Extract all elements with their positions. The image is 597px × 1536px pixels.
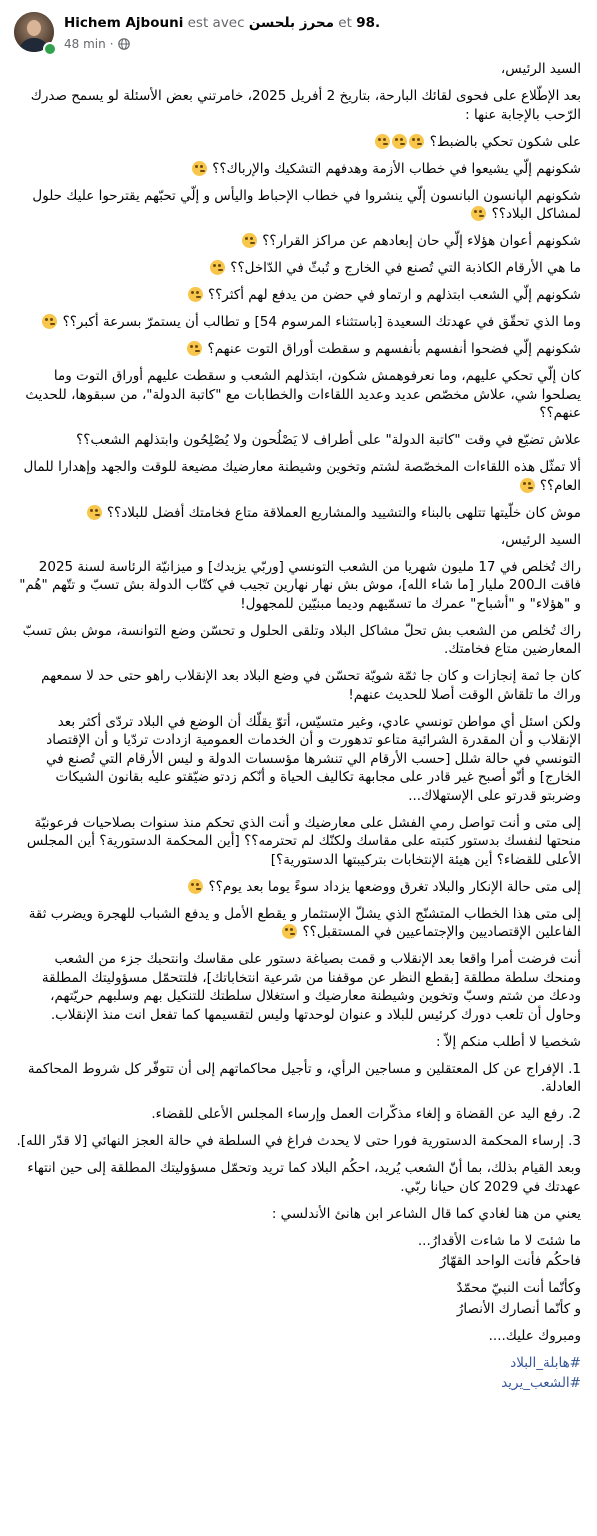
poem-stanza-2 xyxy=(14,1279,581,1318)
paragraph-21 xyxy=(14,878,581,897)
paragraph-24: شخصيا لا أطلب منكم إلاّ : xyxy=(435,1033,581,1050)
poem-stanza-1 xyxy=(14,1232,581,1271)
post-title-line xyxy=(64,14,380,32)
question-5 xyxy=(14,259,581,278)
thinking-face-icon xyxy=(210,260,225,275)
thinking-face-icon xyxy=(409,134,424,149)
hashtag-row-2 xyxy=(14,1374,581,1393)
demand-3: 3. إرساء المحكمة الدستورية فورا حتى لا يحدث فراغ في السلطة في حالة العجز النهائي [لا قدّر الله]. xyxy=(16,1133,581,1149)
paragraph-14-text: موش كان خلّيتها تتلهى بالبناء والتشييد والمشاريع العملاقة متاع فخامتك أفضل للبلاد؟؟ xyxy=(106,504,581,521)
demand-2: 2. رفع اليد عن القضاة و إلغاء مذكّرات العمل وإرساء المجلس الأعلى للقضاء. xyxy=(151,1106,581,1122)
paragraph-13 xyxy=(14,458,581,495)
question-3 xyxy=(14,187,581,224)
paragraph-17: راك تُخلص من الشعب بش تحلّ مشاكل البلاد وتلقى الحلول و تحسّن وضع التوانسة، موش بش تسبّ المعارضين متاع فخامتك. xyxy=(22,622,581,657)
author-name[interactable]: Hichem Ajbouni xyxy=(64,15,184,31)
question-1 xyxy=(14,133,581,152)
poem-line: وكأنّما أنت النبيّ محمّدٌ xyxy=(456,1280,581,1296)
thinking-face-icon xyxy=(188,287,203,302)
thinking-face-icon xyxy=(187,341,202,356)
others-count[interactable]: 98 xyxy=(356,15,375,31)
with-text: est avec xyxy=(187,15,245,31)
and-text: et xyxy=(338,15,352,31)
thinking-face-icon xyxy=(188,879,203,894)
question-4-text: شكونهم أعوان هؤلاء إلّي حان إبعادهم عن مراكز القرار؟؟ xyxy=(262,233,581,249)
paragraph-14 xyxy=(14,504,581,523)
paragraph-29: يعني من هنا لغادي كما قال الشاعر ابن هانئ الأندلسي : xyxy=(271,1205,581,1222)
paragraph-19: ولكن اسئل أي مواطن تونسي عادي، وغير متسيّس، أتوّ يقلّك أن الوضع في البلاد تردّى أكثر بعد الإنقلاب و أن المقدرة الشرائية متاعو تدهورت و أن الخدمات العمومية ازدادت تردّيا و أن الإقتصاد التونسي في حالة شلل [حسب الأرقام الي تنشرها مؤسسات الدولة و ليس الأرقام التي تُصنع في الخارج] و أنّو أصبح غير قادر على مجابهة تكاليف الحياة و أنّكم زدتو ضيّقتو عليه بقانون الشيكات وضربتو قدرتو على الإستهلاك... xyxy=(46,713,581,804)
avatar-face xyxy=(27,20,41,36)
question-4 xyxy=(14,232,581,251)
question-1-text: على شكون تحكي بالضبط؟ xyxy=(429,133,581,150)
thinking-face-icon xyxy=(192,161,207,176)
paragraph-22 xyxy=(14,905,581,942)
paragraph-20: إلى متى و أنت تواصل رمي الفشل على معارضيك و أنت الذي تحكم منذ سنوات بصلاحيات فرعونيّة منحتها لنفسك بدستور كتبته على مقاسك ولكنّك لم تحترمه؟؟ [أين المحكمة الدستورية؟ أين المجلس الأعلى للقضاء؟ أين هيئة الإنتخابات بتركيبتها الدستورية؟] xyxy=(26,814,581,868)
thinking-face-icon xyxy=(471,206,486,221)
online-status-dot xyxy=(43,42,57,56)
paragraph-28: وبعد القيام بذلك، بما أنّ الشعب يُريد، احكُم البلاد كما تريد وتحمّل مسؤوليتك المطلقة إلى حين انتهاء عهدتك في 2029 كان حيانا ربّي. xyxy=(27,1160,581,1195)
poem-line: ما شئتَ لا ما شاءت الأقدارُ... xyxy=(417,1232,581,1249)
poem-line: فاحكُم فأنت الواحد القهّارُ xyxy=(439,1253,581,1269)
hashtag-row-1 xyxy=(14,1354,581,1373)
poem-line: و كأنّما أنصارك الأنصارُ xyxy=(456,1300,581,1317)
tagged-person[interactable]: محرز بلحسن xyxy=(248,15,334,31)
question-8 xyxy=(14,340,581,359)
hashtag-link[interactable]: #هابلة_البلاد xyxy=(510,1354,581,1371)
greeting-2: السيد الرئيس، xyxy=(500,531,581,548)
paragraph-12: علاش تضيّع في وقت "كاتبة الدولة" على أطراف لا يَصْلُحون ولا يُصْلِحُون وابتذلهم الشعب؟؟ xyxy=(76,432,581,448)
thinking-face-icon xyxy=(392,134,407,149)
hashtag-link[interactable]: #الشعب_يريد xyxy=(501,1375,581,1391)
thinking-face-icon xyxy=(520,478,535,493)
demand-1: 1. الإفراج عن كل المعتقلين و مساجين الرأي، و تأجيل محاكماتهم إلى أن تتوفّر كل شروط المحاكمة العادلة. xyxy=(27,1060,581,1095)
paragraph-13-text: ألا تمثّل هذه اللقاءات المخصّصة لشتم وتخوين وشيطنة معارضيك مضيعة للوقت والجهد وإهدارا للمال العام؟؟ xyxy=(23,459,581,494)
question-6-text: شكونهم إلّي الشعب ابتذلهم و ارتماو في حضن من يدفع لهم أكثر؟؟ xyxy=(207,287,581,303)
paragraph-intro: بعد الإطّلاع على فحوى لقائك البارحة، بتاريخ 2 أفريل 2025، خامرتني بعض الأسئلة لو يسمح صدرك الرّحب بالإجابة عنها : xyxy=(30,88,581,123)
greeting: السيد الرئيس، xyxy=(500,61,581,77)
thinking-face-icon xyxy=(242,233,257,248)
paragraph-23: أنت فرضت أمرا واقعا بعد الإنقلاب و قمت بصياغة دستور على مقاسك وانتحبك جزء من الشعب ومنحك سلطة مطلقة [بقطع النظر عن موقفنا من شرعية انتخاباتك]، فلتتحمّل مسؤوليتك المطلقة ودعك من شتم وسبّ وتخوين وشيطنة معارضيك و استغلال سلطتك للتنكيل بهم وسلبهم حريّتهم، وحاول أن تلعب دورك كرئيس للبلاد و عنوان لوحدتها وليس لتقسيمها كما تفعل انت منذ الإنقلاب. xyxy=(41,951,581,1023)
thinking-face-icon xyxy=(42,314,57,329)
post-body xyxy=(0,60,597,1393)
paragraph-16: راك تُخلص في 17 مليون شهريا من الشعب التونسي [وربّي يزيدك] و ميزانيّة الرئاسة لسنة 2025 فاقت الـ200 مليار [ما شاء الله]، موش بش نهار نهارين تجيب في كتّاب الدولة بش تسبّ و تتّهم "هُم" و "هؤلاء" و "أشباح" عمرك ما تسمّيهم وديما مبنيّين للمجهول! xyxy=(19,558,581,612)
paragraph-18: كان جا ثمة إنجازات و كان جا ثمّة شويّة تحسّن في وضع البلاد بعد الإنقلاب راهو حتى حد لا سمعهم وراك ما تلقاش الوقت أصلا للحديث عنهم! xyxy=(41,668,581,703)
thinking-face-icon xyxy=(375,134,390,149)
question-5-text: ما هي الأرقام الكاذبة التي تُصنع في الخارج و تُبثّ في الدّاخل؟؟ xyxy=(230,260,581,276)
post-header xyxy=(0,0,597,64)
paragraph-22-text: إلى متى هذا الخطاب المتشنّج الذي يشلّ الإستثمار و يقطع الأمل و يدفع الشباب للهجرة ويضرب ثقة الفاعلين الإقتصاديين والإجتماعيين في المستقبل؟؟ xyxy=(28,905,581,940)
closing-line: ومبروك عليك.... xyxy=(488,1327,581,1344)
post-time[interactable]: 48 min xyxy=(64,37,106,51)
thinking-face-icon xyxy=(87,505,102,520)
question-6 xyxy=(14,286,581,305)
question-8-text: شكونهم إلّي فضحوا أنفسهم بأنفسهم و سقطت أوراق التوت عنهم؟ xyxy=(207,341,581,357)
title-dot: . xyxy=(375,15,381,31)
question-2 xyxy=(14,160,581,179)
question-7 xyxy=(14,313,581,332)
post-meta xyxy=(64,36,130,52)
question-3-text: شكونهم الپانسون البانسون إلّي ينشروا في خطاب الإحباط واليأس و إلّي تحبّهم يقترحوا عليك حلول لمشاكل البلاد؟؟ xyxy=(32,187,581,222)
question-7-text: وما الذي تحقّق في عهدتك السعيدة [باستثناء المرسوم 54] و تطالب أن يستمرّ بسرعة أكبر؟؟ xyxy=(62,314,581,330)
globe-icon[interactable] xyxy=(118,38,130,50)
question-2-text: شكونهم إلّي يشيعوا في خطاب الأزمة وهدفهم التشكيك والإرباك؟؟ xyxy=(212,160,581,177)
meta-separator: · xyxy=(109,37,114,51)
paragraph-11: كان إلّي تحكي عليهم، وما نعرفوهمش شكون، ابتذلهم الشعب و سقطت عليهم أوراق التوت وما يصلحوا شي، علاش مخصّص عديد وعديد اللقاءات والخطابات مع "كاتبة الدولة"، من سبقوها، للحديث عنهم؟؟ xyxy=(25,368,581,421)
thinking-face-icon xyxy=(282,924,297,939)
paragraph-21-text: إلى متى حالة الإنكار والبلاد تغرق ووضعها يزداد سوءً يوما بعد يوم؟؟ xyxy=(208,878,581,895)
